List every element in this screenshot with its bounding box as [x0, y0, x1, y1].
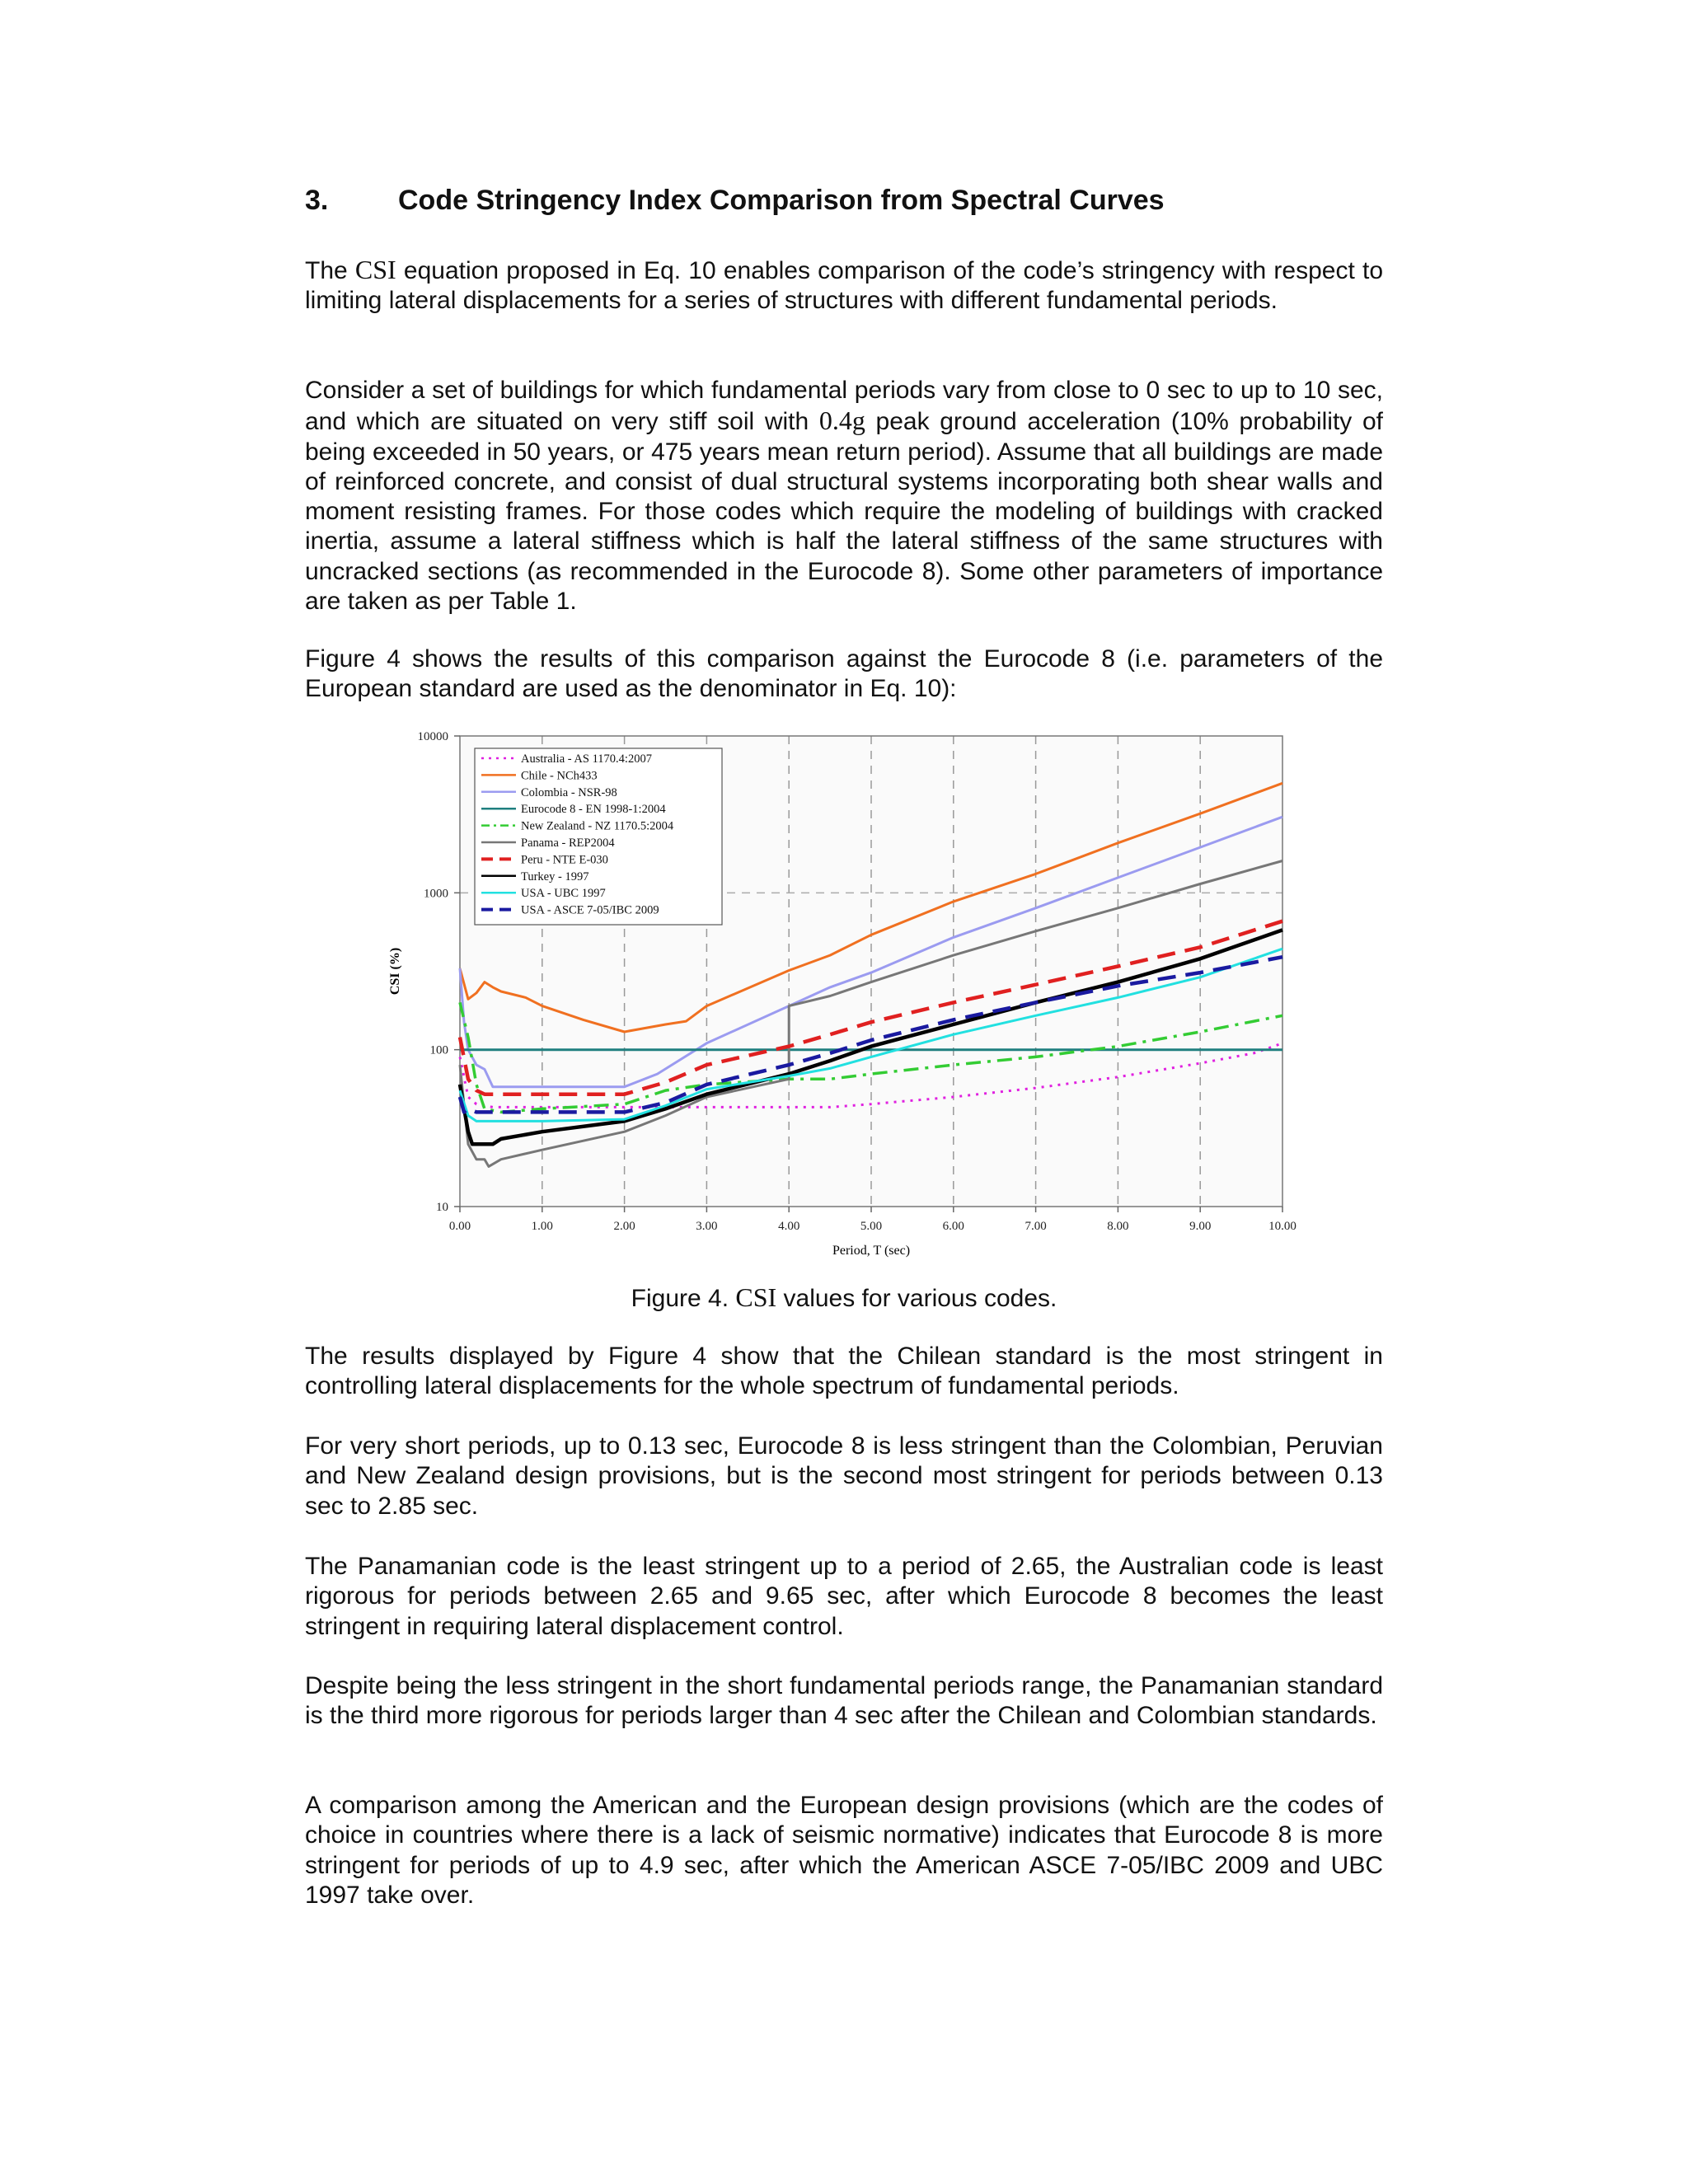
figure-caption [305, 1282, 1383, 1313]
csi-term: CSI [735, 1282, 777, 1312]
paragraph-american-european: A comparison among the American and the European design provisions (which are the codes of choice in countries where there is a lack of seismic normative) indicates that Eurocode 8 is more stringent for periods of up to 4.9 sec, after which the American ASCE 7-05/IBC 2009 and UBC 1997 take over. [305, 1792, 1383, 1909]
legend-label: USA - UBC 1997 [521, 887, 606, 901]
legend-label: USA - ASCE 7-05/IBC 2009 [521, 903, 659, 917]
y-tick-label: 1000 [424, 887, 448, 901]
legend-label: Turkey - 1997 [521, 869, 589, 883]
csi-chart [384, 724, 1296, 1268]
x-tick-label: 9.00 [1189, 1220, 1212, 1233]
section-heading [305, 185, 1165, 217]
x-tick-label: 7.00 [1025, 1220, 1047, 1233]
x-tick-label: 1.00 [531, 1220, 553, 1233]
text-run: equation proposed in Eq. 10 enables comparison of the code’s stringency with respect to limiting lateral displacements for a series of structures with different fundamental periods. [305, 257, 1383, 315]
text-run: Consider a set of buildings for which fundamental periods vary from close to 0 sec to up to 10 sec, and which are situated on very stiff soil with [305, 377, 1383, 436]
paragraph-assumptions [305, 376, 1383, 616]
text-run: The [305, 257, 355, 284]
x-axis-label: Period, T (sec) [832, 1244, 911, 1258]
legend-label: New Zealand - NZ 1170.5:2004 [521, 819, 674, 833]
section-title: Code Stringency Index Comparison from Spectral Curves [398, 185, 1165, 216]
paragraph-figure-intro: Figure 4 shows the results of this comparison against the Eurocode 8 (i.e. parameters of the European standard are used as the denominator in Eq. 10): [305, 645, 1383, 703]
legend-label: Australia - AS 1170.4:2007 [521, 752, 652, 766]
y-tick-label: 10000 [417, 730, 448, 743]
legend-label: Eurocode 8 - EN 1998-1:2004 [521, 803, 666, 817]
pga-term: 0.4g [818, 405, 865, 436]
x-tick-label: 0.00 [448, 1220, 471, 1233]
paragraph-panama: Despite being the less stringent in the short fundamental periods range, the Panamanian standard is the third more rigorous for periods larger than 4 sec after the Chilean and Colombian standards. [305, 1672, 1383, 1730]
y-axis-label: CSI (%) [388, 947, 402, 996]
x-tick-label: 3.00 [696, 1220, 718, 1233]
caption-text: values for various codes. [776, 1285, 1057, 1312]
csi-term: CSI [354, 255, 396, 284]
paragraph-least-stringent: The Panamanian code is the least stringent up to a period of 2.65, the Australian code is least rigorous for periods between 2.65 and 9.65 sec, after which Eurocode 8 becomes the least stringent in requiring lateral displacement control. [305, 1553, 1383, 1640]
legend-label: Chile - NCh433 [521, 769, 598, 783]
x-tick-label: 6.00 [942, 1220, 964, 1233]
chart-legend [475, 748, 722, 925]
legend-label: Colombia - NSR-98 [521, 785, 617, 799]
paragraph-intro [305, 255, 1383, 316]
section-number: 3. [305, 185, 329, 216]
x-tick-label: 4.00 [778, 1220, 800, 1233]
x-tick-label: 8.00 [1107, 1220, 1129, 1233]
x-tick-label: 2.00 [613, 1220, 635, 1233]
legend-label: Peru - NTE E-030 [521, 853, 608, 867]
text-run: peak ground acceleration (10% probability of being exceeded in 50 years, or 475 years mean return period). Assume that all buildings are made of reinforced concrete, and consist of dual structural systems incorporating both shear walls and moment resisting frames. For those codes which require the modeling of buildings with cracked inertia, assume a lateral stiffness which is half the lateral stiffness of the same structures with uncracked sections (as recommended in the Eurocode 8). Some other parameters of importance are taken as per Table 1. [305, 408, 1383, 616]
paragraph-results: The results displayed by Figure 4 show that the Chilean standard is the most stringent in controlling lateral displacements for the whole spectrum of fundamental periods. [305, 1343, 1383, 1400]
caption-label: Figure 4. [631, 1285, 736, 1312]
y-tick-label: 100 [429, 1043, 448, 1057]
y-tick-label: 10 [436, 1201, 448, 1214]
x-tick-label: 5.00 [860, 1220, 883, 1233]
legend-label: Panama - REP2004 [521, 837, 615, 850]
paragraph-short-periods: For very short periods, up to 0.13 sec, Eurocode 8 is less stringent than the Colombian, Peruvian and New Zealand design provisions, but is the second most stringent for periods between 0.13 sec to 2.85 sec. [305, 1432, 1383, 1520]
x-tick-label: 10.00 [1268, 1220, 1296, 1233]
